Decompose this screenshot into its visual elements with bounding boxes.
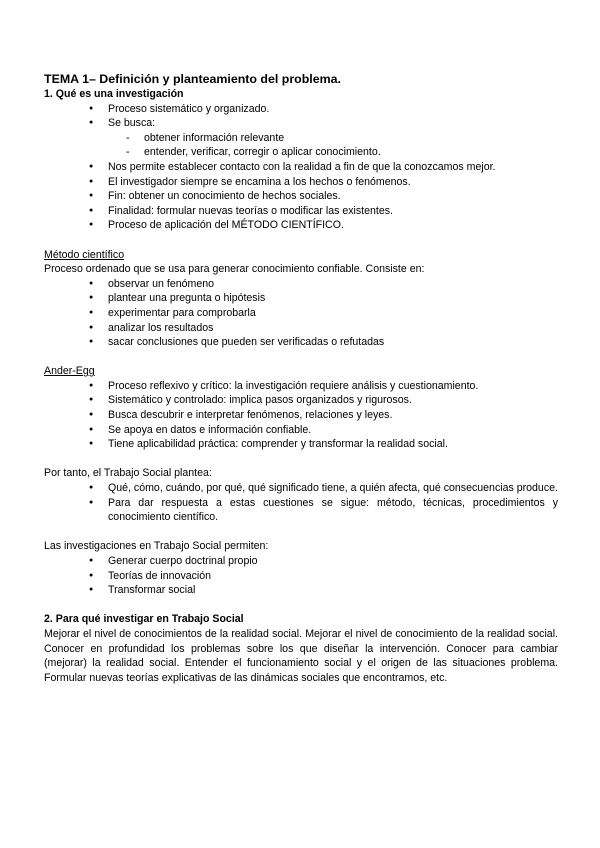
ander-list (44, 379, 558, 452)
list-item: ● analizar los resultados (44, 321, 558, 336)
list-item: ● Sistemático y controlado: implica pasos organizados y rigurosos. (44, 393, 558, 408)
list-item: ● experimentar para comprobarla (44, 306, 558, 321)
list-item: ● Para dar respuesta a estas cuestiones se sigue: método, técnicas, procedimientos y conocimiento científico. (44, 496, 558, 525)
list-item: ● Finalidad: formular nuevas teorías o modificar las existentes. (44, 204, 558, 219)
invest-intro: Las investigaciones en Trabajo Social permiten: (44, 540, 269, 553)
list-item: ● Proceso reflexivo y crítico: la investigación requiere análisis y cuestionamiento. (44, 379, 558, 394)
list-item: ● Generar cuerpo doctrinal propio (44, 554, 558, 569)
invest-list (44, 554, 558, 598)
document-title: TEMA 1– Definición y planteamiento del problema. (44, 72, 341, 86)
list-item: ● Proceso de aplicación del MÉTODO CIENTÍFICO. (44, 218, 558, 233)
section-1-list-continued (44, 160, 558, 233)
list-item: ● plantear una pregunta o hipótesis (44, 291, 558, 306)
list-item: ● Transformar social (44, 583, 558, 598)
list-item: ● observar un fenómeno (44, 277, 558, 292)
list-item: ● sacar conclusiones que pueden ser verificadas o refutadas (44, 335, 558, 350)
section-1-list (44, 102, 558, 131)
section-1-heading: 1. Qué es una investigación (44, 88, 184, 100)
section-2-heading: 2. Para qué investigar en Trabajo Social (44, 613, 244, 626)
list-item: ● El investigador siempre se encamina a los hechos o fenómenos. (44, 175, 558, 190)
metodo-intro: Proceso ordenado que se usa para generar conocimiento confiable. Consiste en: (44, 263, 425, 276)
portanto-intro: Por tanto, el Trabajo Social plantea: (44, 467, 212, 480)
list-item: ● Proceso sistemático y organizado. (44, 102, 558, 117)
list-item: ● Tiene aplicabilidad práctica: comprender y transformar la realidad social. (44, 437, 558, 452)
list-item: ● Qué, cómo, cuándo, por qué, qué significado tiene, a quién afecta, qué consecuencias produce. (44, 481, 558, 496)
list-item: ● Busca descubrir e interpretar fenómenos, relaciones y leyes. (44, 408, 558, 423)
section-2-paragraph: Mejorar el nivel de conocimientos de la realidad social. Mejorar el nivel de conocimiento de la realidad social. Conocer en profundidad los problemas sobre los que diseñar la intervención. Conocer para cambiar (mejorar) la realidad social. Entender el funcionamiento social y el origen de las situaciones problema. Formular nuevas teorías explicativas de las dinámicas sociales que encontramos, etc. (44, 627, 558, 684)
ander-heading: Ander-Egg (44, 365, 95, 378)
list-item: ● Nos permite establecer contacto con la realidad a fin de que la conozcamos mejor. (44, 160, 558, 175)
list-item: ● Fin: obtener un conocimiento de hechos sociales. (44, 189, 558, 204)
sub-list-item: - entender, verificar, corregir o aplicar conocimiento. (44, 145, 558, 160)
list-item: ● Se apoya en datos e información confiable. (44, 423, 558, 438)
sub-list-item: - obtener información relevante (44, 131, 558, 146)
metodo-heading: Método científico (44, 248, 125, 261)
metodo-list (44, 277, 558, 350)
list-item: ● Teorías de innovación (44, 569, 558, 584)
list-item: ● Se busca: (44, 116, 558, 131)
portanto-list (44, 481, 558, 525)
section-1-sublist (44, 131, 558, 160)
document-page (44, 71, 558, 685)
